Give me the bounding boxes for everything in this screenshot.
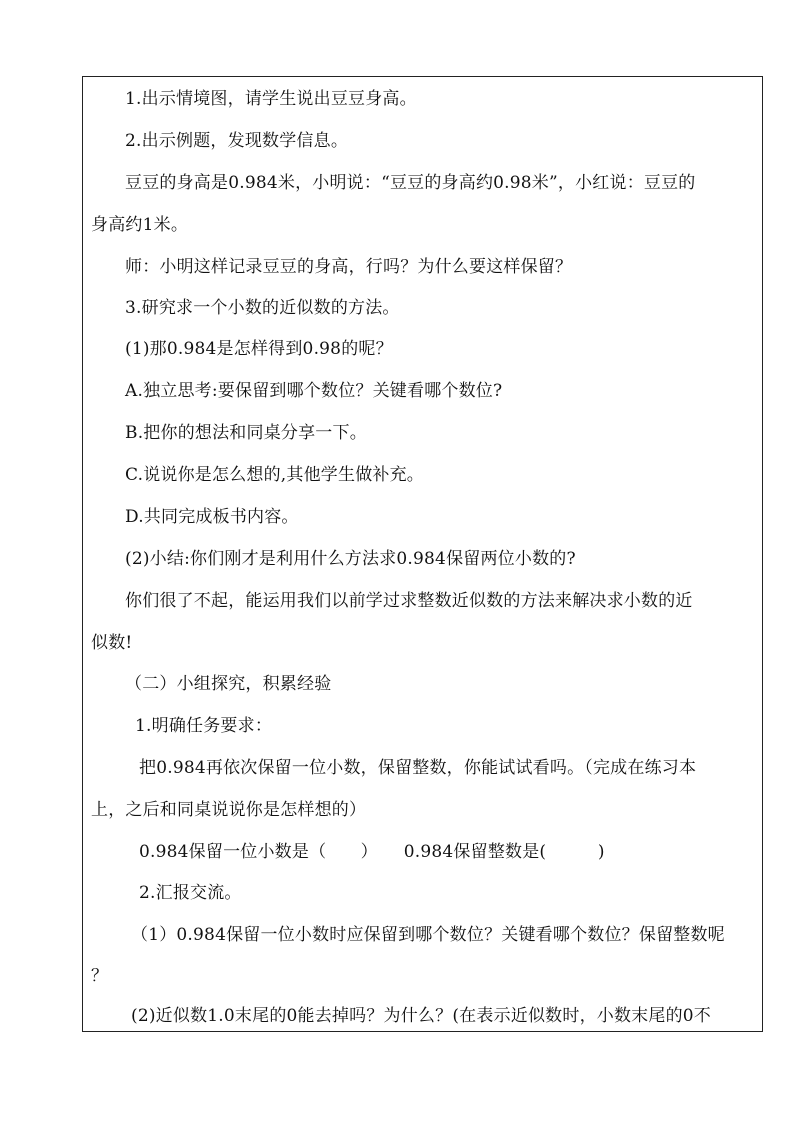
text-line: 1.出示情境图，请学生说出豆豆身高。 [125,89,417,109]
text-line: 把0.984再依次保留一位小数，保留整数，你能试试看吗。（完成在练习本 [139,758,697,778]
text-line: (1)那0.984是怎样得到0.98的呢？ [125,339,393,359]
text-line: (2)近似数1.0末尾的0能去掉吗？为什么？(在表示近似数时，小数末尾的0不 [131,1006,711,1026]
text-line: 上，之后和同桌说说你是怎样想的） [91,800,367,820]
text-line: A.独立思考:要保留到哪个数位？关键看哪个数位? [125,381,503,401]
text-line: ？ [91,966,109,986]
text-line: D.共同完成板书内容。 [125,507,299,527]
text-line: 2.出示例题，发现数学信息。 [125,131,349,151]
text-line: 3.研究求一个小数的近似数的方法。 [125,298,400,318]
text-line: 师：小明这样记录豆豆的身高，行吗？为什么要这样保留？ [125,257,573,277]
section-heading: （二）小组探究，积累经验 [125,674,332,694]
text-line: B.把你的想法和同桌分享一下。 [125,423,367,443]
text-line: (2)小结:你们刚才是利用什么方法求0.984保留两位小数的? [125,549,576,569]
text-line: C.说说你是怎么想的,其他学生做补充。 [125,465,425,485]
text-line: 身高约1米。 [91,215,189,235]
text-line: （1）0.984保留一位小数时应保留到哪个数位？关键看哪个数位？保留整数呢 [131,925,725,945]
text-line: 豆豆的身高是0.984米，小明说：“豆豆的身高约0.98米”，小红说：豆豆的 [125,173,696,193]
lesson-table-cell [82,76,763,1032]
text-line: 1.明确任务要求： [135,716,273,736]
text-line: 2.汇报交流。 [139,883,242,903]
text-line: 似数! [91,633,133,653]
text-line: 你们很了不起，能运用我们以前学过求整数近似数的方法来解决求小数的近 [125,591,693,611]
text-line: 0.984保留一位小数是（ ） 0.984保留整数是( ) [139,842,605,862]
